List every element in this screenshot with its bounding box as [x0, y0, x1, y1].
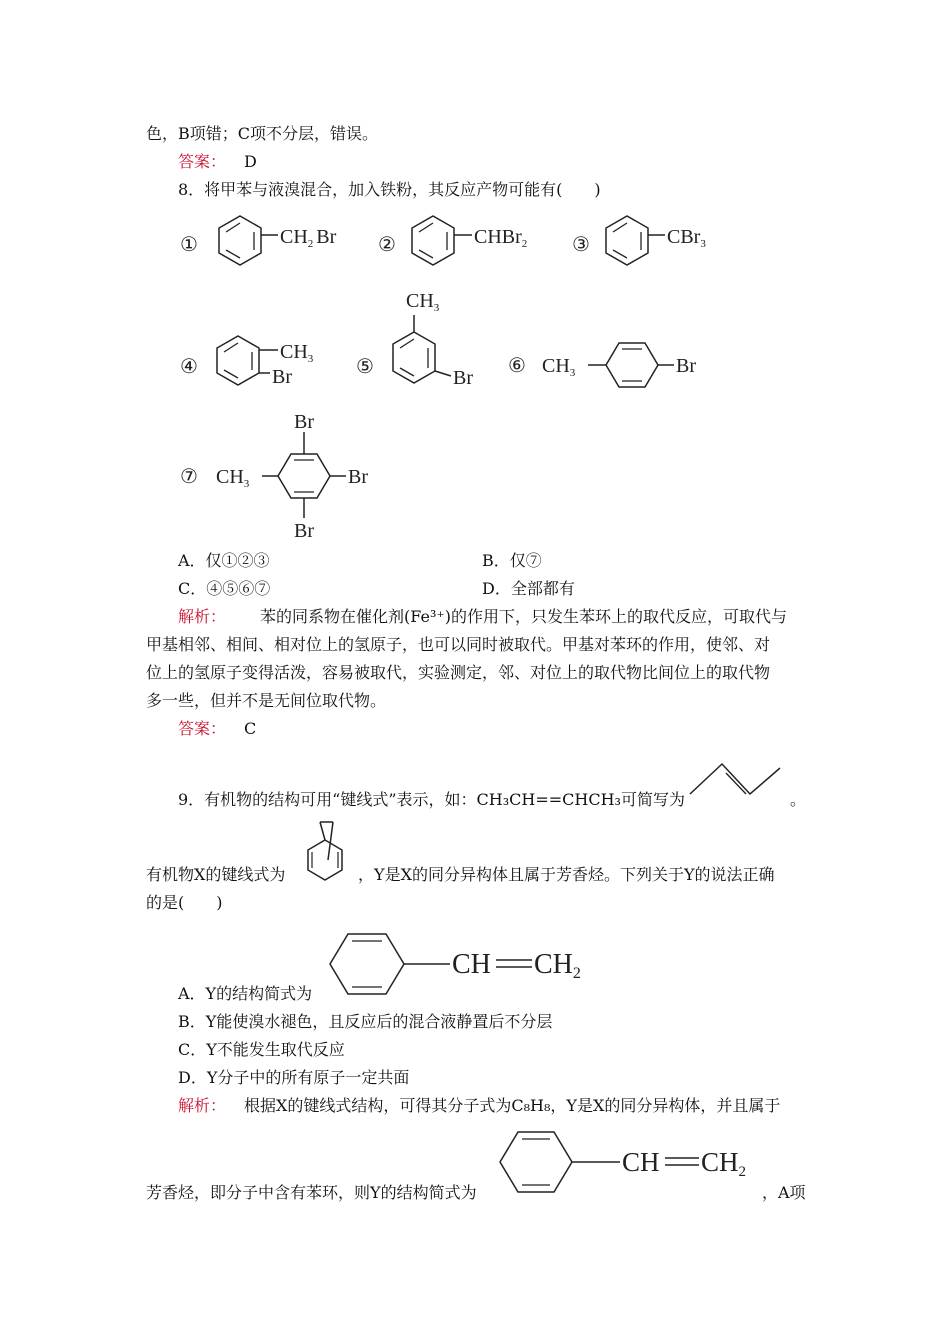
q9-option-c: C．Y不能发生取代反应 [178, 1040, 345, 1059]
q8-analysis-line-2: 甲基相邻、相间、相对位上的氢原子，也可以同时被取代。甲基对苯环的作用，使邻、对 [146, 635, 771, 654]
q8-option-d: D．全部都有 [482, 579, 575, 598]
q9-analysis-line-2: 芳香烃，即分子中含有苯环，则Y的结构简式为 [146, 1183, 477, 1202]
svg-text:CH3: $CH_3$ [406, 290, 440, 314]
q9-stem-a: 9．有机物的结构可用“键线式”表示，如：CH₃CH==CHCH₃可简写为 [178, 790, 685, 809]
q9-option-a: A．Y的结构简式为 [178, 984, 313, 1003]
svg-text:CHBr2: CHBr$_2$ [474, 226, 528, 250]
structure-2 [376, 208, 566, 278]
structure-7-number: ⑦ [180, 466, 198, 488]
q8-answer-label: 答案： [178, 719, 227, 738]
butene-skeletal-formula [688, 760, 788, 800]
svg-text:CH2Br: $CH_2$ Br [280, 226, 337, 250]
structure-1-number: ① [180, 234, 198, 256]
svg-text:Br: Br [294, 520, 314, 542]
q8-option-c: C．④⑤⑥⑦ [178, 579, 271, 598]
structure-3 [570, 208, 740, 278]
styrene-structure-option-a [318, 928, 608, 1000]
structure-6 [506, 334, 736, 394]
svg-text:CH: CH [622, 1147, 660, 1177]
q9-stem-a-end: 。 [790, 790, 807, 809]
q7-answer-label: 答案： [178, 152, 227, 171]
structure-4 [178, 328, 358, 398]
q9-analysis-line-1: 根据X的键线式结构，可得其分子式为C₈H₈，Y是X的同分异构体，并且属于 [244, 1096, 781, 1115]
q8-analysis-label: 解析： [178, 607, 227, 626]
structure-7 [178, 406, 408, 546]
q8-analysis-line-1: 苯的同系物在催化剂(Fe³⁺)的作用下，只发生苯环上的取代反应，可取代与 [260, 607, 788, 626]
q9-analysis-line-2-end: ，A项 [762, 1183, 806, 1202]
styrene-structure-analysis [494, 1126, 764, 1198]
q8-analysis-line-4: 多一些，但并不是无间位取代物。 [146, 691, 387, 710]
structure-1 [178, 208, 378, 278]
svg-text:Br: Br [676, 355, 696, 377]
q8-option-a: A．仅①②③ [178, 551, 270, 570]
svg-text:CBr3: CBr$_3$ [667, 226, 706, 250]
svg-text:CH2: CH2 [534, 949, 581, 982]
structure-2-number: ② [378, 234, 396, 256]
continuation-line: 色，B项错；C项不分层，错误。 [146, 124, 379, 143]
svg-text:CH2: CH2 [701, 1147, 747, 1180]
q8-answer: C [244, 719, 257, 738]
svg-text:CH: CH [452, 949, 491, 980]
svg-text:Br: Br [272, 366, 292, 388]
q8-analysis-line-3: 位上的氢原子变得活泼，容易被取代，实验测定，邻、对位上的取代物比间位上的取代物 [146, 663, 771, 682]
svg-text:CH3: $CH_3$ [216, 466, 250, 490]
q8-stem: 8．将甲苯与液溴混合，加入铁粉，其反应产物可能有( ) [178, 180, 601, 199]
svg-text:Br: Br [348, 466, 368, 488]
q7-answer: D [244, 152, 257, 171]
structure-6-number: ⑥ [508, 355, 526, 377]
structure-5-number: ⑤ [356, 356, 374, 378]
svg-text:Br: Br [294, 411, 314, 433]
structure-3-number: ③ [572, 234, 590, 256]
svg-text:CH3: $CH_3$ [542, 355, 576, 379]
q9-option-d: D．Y分子中的所有原子一定共面 [178, 1068, 410, 1087]
q9-stem-c: 的是( ) [146, 893, 223, 912]
q9-option-b: B．Y能使溴水褪色，且反应后的混合液静置后不分层 [178, 1012, 553, 1031]
q8-option-b: B．仅⑦ [482, 551, 542, 570]
q9-analysis-label: 解析： [178, 1096, 227, 1115]
svg-text:Br: Br [453, 367, 473, 389]
structure-4-number: ④ [180, 356, 198, 378]
structure-5 [354, 288, 494, 398]
svg-text:CH3: $CH_3$ [280, 341, 314, 365]
q9-stem-b: 有机物X的键线式为 [146, 865, 286, 884]
q9-stem-b2: ，Y是X的同分异构体且属于芳香烃。下列关于Y的说法正确 [358, 865, 775, 884]
x-skeletal-formula [290, 818, 360, 888]
